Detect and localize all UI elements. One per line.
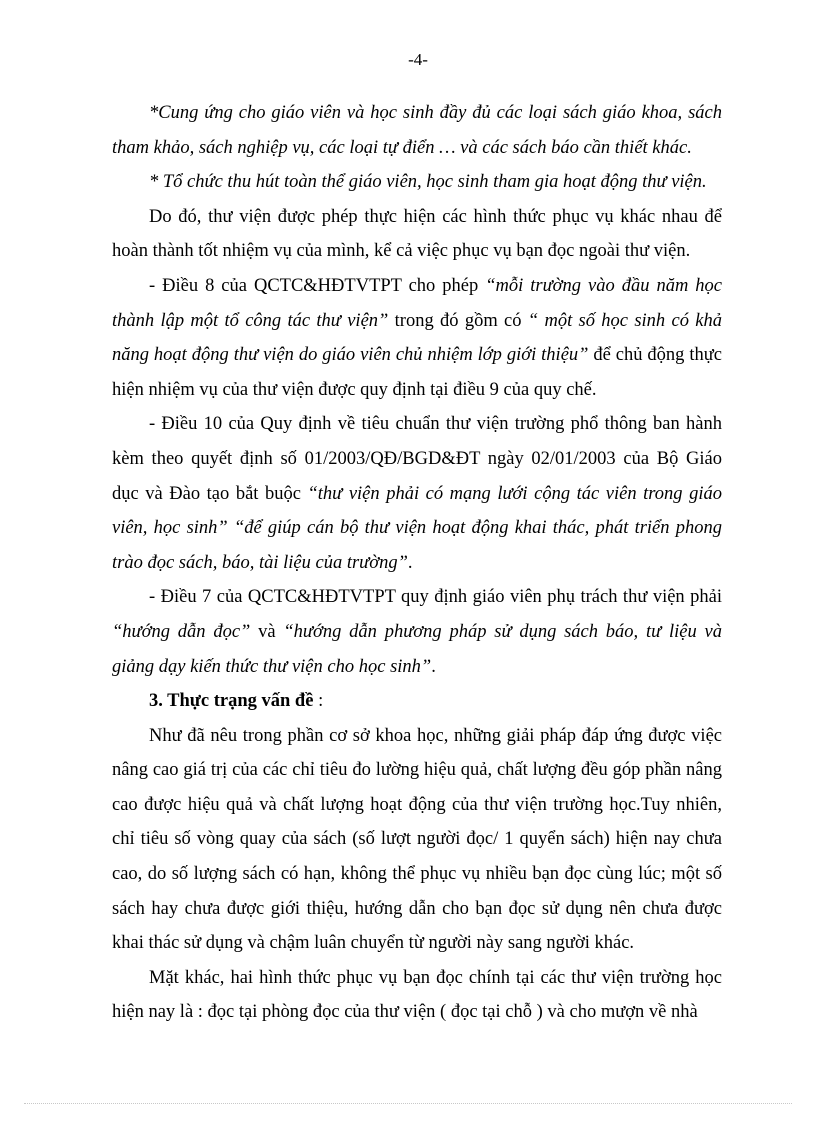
article-8-text: - Điều 8 của QCTC&HĐTVTPT cho phép <box>149 275 486 296</box>
article-7-quote-1: “hướng dẫn đọc” <box>112 621 251 642</box>
article-8-text-2: trong đó gồm có <box>388 310 528 331</box>
article-10-quote-2: “để giúp cán bộ thư viện hoạt động khai thác, phát triển phong trào đọc sách, báo, tài liệu của trường” <box>112 518 722 573</box>
paragraph-supply-books: *Cung ứng cho giáo viên và học sinh đầy đủ các loại sách giáo khoa, sách tham khảo, sách nghiệp vụ, các loại tự điển … và các sách báo cần thiết khác. <box>112 103 722 158</box>
paragraph-article-10 <box>112 407 722 580</box>
paragraph-article-8 <box>112 269 722 407</box>
article-10-text: - Điều 10 của Quy định về tiêu chuẩn thư viện trường phổ thông ban hành kèm theo quyết định số 01/2003/QĐ/BGD&ĐT ngày 02/01/2003 của Bộ Giáo dục và Đào tạo bắt buộc <box>112 414 722 504</box>
page-number: -4- <box>408 50 428 69</box>
paragraph-article-7 <box>112 580 722 684</box>
article-7-text-2: và <box>250 621 284 642</box>
paragraph-current-state: Như đã nêu trong phần cơ sở khoa học, những giải pháp đáp ứng được việc nâng cao giá trị của các chỉ tiêu đo lường hiệu quả, chất lượng đều góp phần nâng cao được hiệu quả và chất lượng hoạt động của thư viện trường học.Tuy nhiên, chỉ tiêu số vòng quay của sách (số lượt người đọc/ 1 quyển sách) hiện nay chưa cao, do số lượng sách có hạn, không thể phục vụ nhiều bạn đọc cùng lúc; một số sách hay chưa được giới thiệu, hướng dẫn cho bạn đọc sử dụng nên chưa được khai thác sử dụng và chậm luân chuyển từ người này sang người khác. <box>112 725 722 954</box>
section-heading <box>112 684 722 719</box>
section-heading-title: 3. Thực trạng vấn đề <box>149 691 314 712</box>
article-8-text-3: để chủ động thực hiện nhiệm vụ của thư viện được quy định tại điều 9 của quy chế. <box>112 345 722 400</box>
paragraph-organize-participation: * Tổ chức thu hút toàn thể giáo viên, học sinh tham gia hoạt động thư viện. <box>149 172 707 193</box>
document-body <box>112 96 722 1030</box>
article-8-quote-1: “mỗi trường vào đầu năm học thành lập một tổ công tác thư viện” <box>112 275 722 331</box>
article-7-end: . <box>431 656 436 677</box>
article-7-text: - Điều 7 của QCTC&HĐTVTPT quy định giáo viên phụ trách thư viện phải <box>149 587 722 608</box>
page-bottom-divider <box>24 1103 792 1104</box>
paragraph-service-forms: Mặt khác, hai hình thức phục vụ bạn đọc chính tại các thư viện trường học hiện nay là : đọc tại phòng đọc của thư viện ( đọc tại chỗ ) và cho mượn về nhà <box>112 967 722 1023</box>
article-7-quote-2: “hướng dẫn phương pháp sử dụng sách báo, tư liệu và giảng dạy kiến thức thư viện cho học sinh” <box>112 621 722 677</box>
paragraph-library-services: Do đó, thư viện được phép thực hiện các hình thức phục vụ khác nhau để hoàn thành tốt nhiệm vụ của mình, kể cả việc phục vụ bạn đọc ngoài thư viện. <box>112 206 722 262</box>
article-10-quote-1: “thư viện phải có mạng lưới cộng tác viên trong giáo viên, học sinh” <box>112 483 722 539</box>
section-heading-colon: : <box>313 691 324 712</box>
article-10-end: . <box>407 552 413 573</box>
article-8-quote-2: “ một số học sinh có khả năng hoạt động thư viện do giáo viên chủ nhiệm lớp giới thiệu” <box>112 310 722 366</box>
